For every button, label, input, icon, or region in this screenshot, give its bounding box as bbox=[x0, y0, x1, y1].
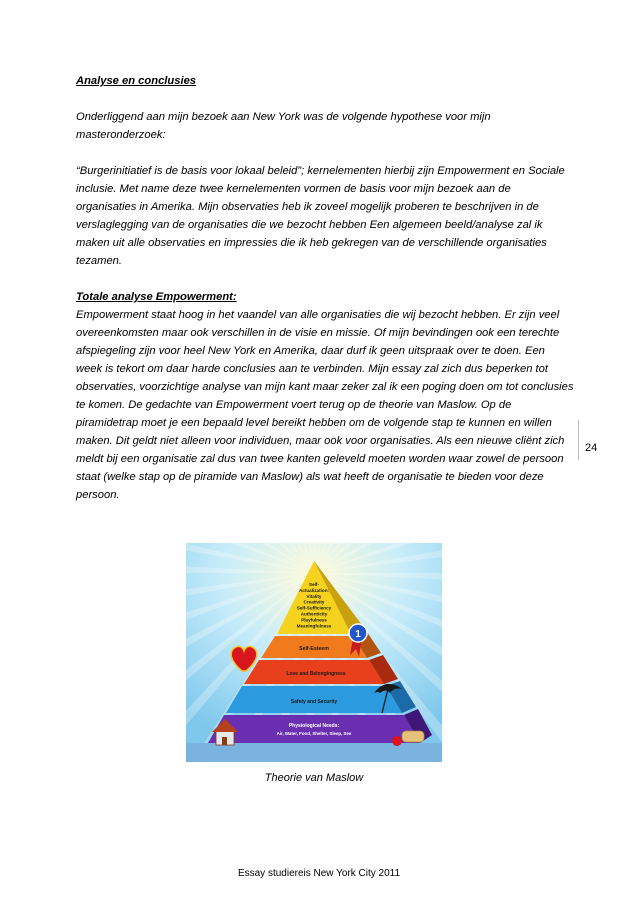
svg-text:1: 1 bbox=[355, 629, 361, 640]
self-actualization-line: Actualization: bbox=[298, 587, 330, 593]
self-actualization-lines bbox=[297, 582, 332, 628]
subsection-heading: Totale analyse Empowerment: bbox=[76, 291, 237, 303]
page-footer: Essay studiereis New York City 2011 bbox=[237, 868, 401, 879]
pyramid-level-physiological bbox=[208, 715, 420, 743]
self-actualization-line: Vitality bbox=[306, 593, 322, 599]
ground bbox=[186, 743, 442, 762]
apple-icon bbox=[392, 736, 402, 746]
self-actualization-line: Playfulness bbox=[301, 617, 327, 623]
self-actualization-line: Self- bbox=[309, 582, 319, 587]
analysis-paragraph: Empowerment staat hoog in het vaandel van alle organisaties die wij bezocht hebben. Er zijn veel overeenkomsten maar ook verschillen in de visie en missie. Of mijn bevindingen ook een terechte afspiegeling zijn voor heel New York en Amerika, daar durf ik geen uitspraak over te doen. Een week is tekort om daar harde conclusies aan te verbinden. Mijn essay zal zich dus beperken tot observaties, voorzichtige analyse van mijn kant maar zeker zal ik een poging doen om tot conclusies te komen. De gedachte van Empowerment voert terug op de theorie van Maslow. Op de piramidetrap moet je een bepaald level bereikt hebben om de volgende stap te kunnen en willen maken. Dit geldt niet alleen voor individuen, maar ook voor organisaties. Als een nieuwe cliënt zich meldt bij een organisatie zal dus van twee kanten geleveld moeten worden waar zowel de persoon staat (welke stap op de piramide van Maslow) als wat heeft de organisatie te bieden voor deze persoon. bbox=[76, 309, 574, 501]
self-actualization-line: Meaningfulness bbox=[296, 623, 332, 629]
label-physiological-title: Physiological Needs: bbox=[288, 723, 340, 729]
body-text bbox=[76, 72, 574, 504]
page-number: 24 bbox=[585, 442, 598, 454]
self-actualization-line: Authenticity bbox=[300, 611, 328, 617]
label-love-belongingness: Love and Belongingness bbox=[286, 671, 346, 677]
label-physiological-detail: Air, Water, Food, Shelter, Sleep, Sex bbox=[276, 731, 352, 736]
page-number-rule bbox=[578, 420, 579, 460]
self-actualization-line: Self-Sufficiency bbox=[296, 605, 332, 611]
label-safety-security: Safety and Security bbox=[290, 699, 338, 705]
section-heading: Analyse en conclusies bbox=[76, 75, 197, 87]
label-self-esteem: Self-Esteem bbox=[299, 646, 329, 652]
bread-icon bbox=[402, 731, 424, 742]
figure-caption: Theorie van Maslow bbox=[264, 772, 364, 784]
hypothesis-paragraph: “Burgerinitiatief is de basis voor lokaal beleid”; kernelementen hierbij zijn Empowerment en Sociale inclusie. Met name deze twee kernelementen vormen de basis voor mijn bezoek aan de organisaties in Amerika. Mijn observaties heb ik zoveel mogelijk proberen te beschrijven in de verslaglegging van de organisaties die we bezocht hebben Een algemeen beeld/analyse zal ik maken uit alle observaties en impressies die ik heb gekregen van de verschillende organisaties tezamen. bbox=[76, 165, 565, 267]
self-actualization-line: Creativity bbox=[303, 599, 325, 605]
intro-paragraph: Onderliggend aan mijn bezoek aan New York was de volgende hypothese voor mijn masteronderzoek: bbox=[76, 111, 491, 141]
maslow-pyramid-image bbox=[186, 543, 442, 762]
